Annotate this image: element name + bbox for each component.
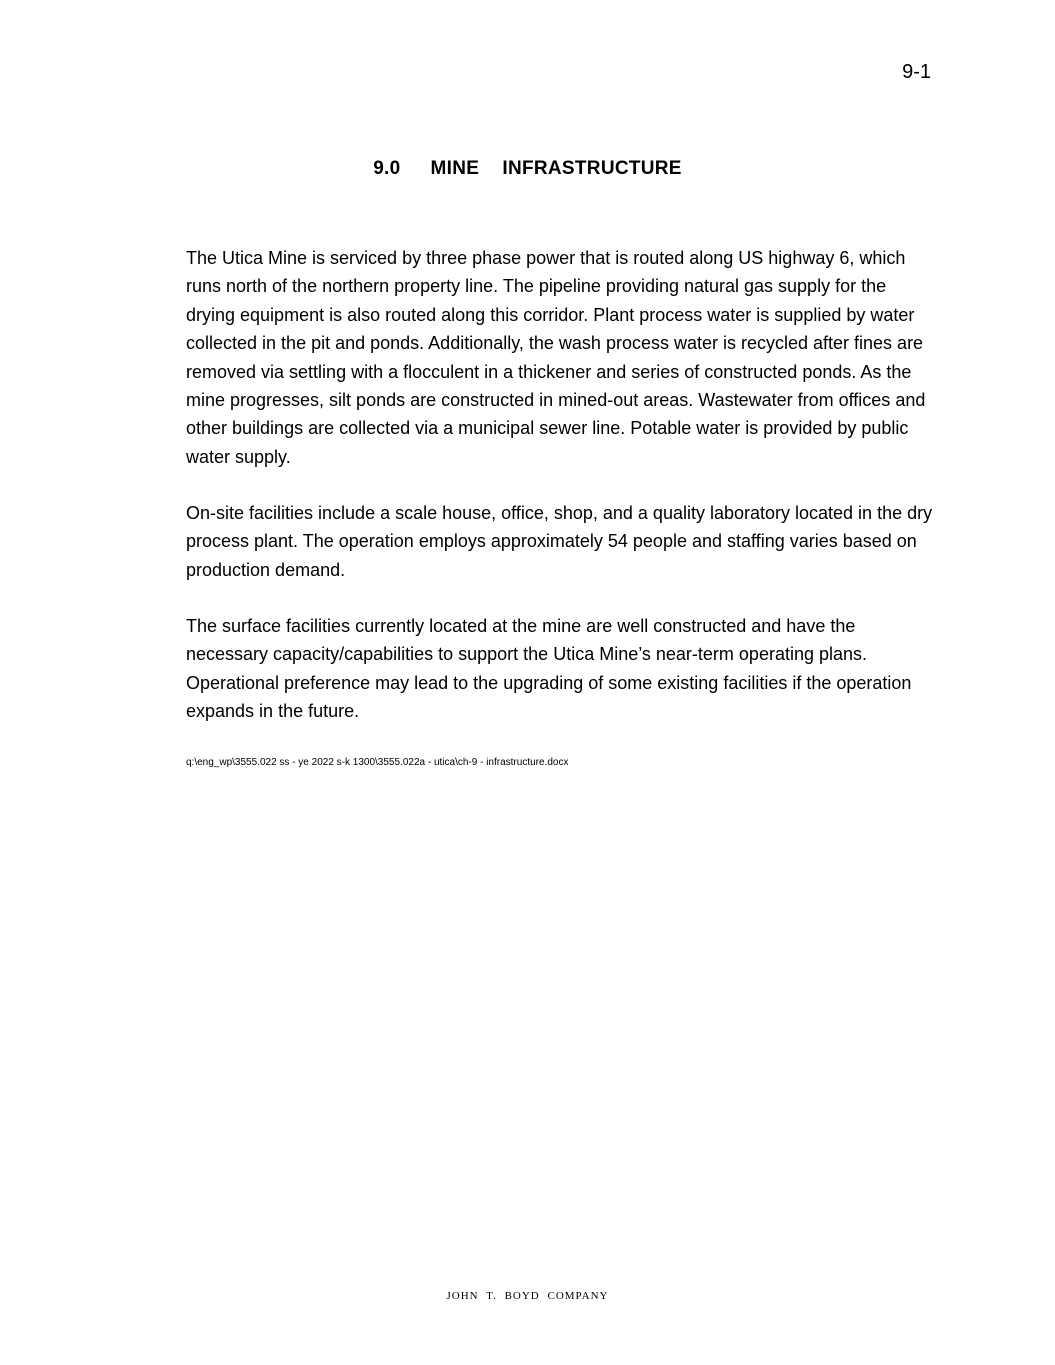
page-number: 9-1	[902, 61, 931, 83]
section-title: MINE INFRASTRUCTURE	[430, 158, 682, 179]
company-footer: JOHN T. BOYD COMPANY	[446, 1290, 609, 1302]
section-number: 9.0	[373, 158, 401, 179]
paragraph-surface-facilities: The surface facilities currently located at the mine are well constructed and have the necessary capacity/capabilities to support the Utica Mine’s near-term operating plans. Operational preference may lead to the upgrading of some existing facilities if the operation expands in the future.	[186, 616, 912, 722]
section-heading	[0, 157, 1055, 181]
paragraph-onsite-facilities: On-site facilities include a scale house, office, shop, and a quality laboratory located in the dry process plant. The operation employs approximately 54 people and staffing varies based on production demand.	[186, 503, 933, 580]
paragraph-infrastructure-utilities: The Utica Mine is serviced by three phase power that is routed along US highway 6, which runs north of the northern property line. The pipeline providing natural gas supply for the drying equipment is also routed along this corridor. Plant process water is supplied by water collected in the pit and ponds. Additionally, the wash process water is recycled after fines are removed via settling with a flocculent in a thickener and series of constructed ponds. As the mine progresses, silt ponds are constructed in mined-out areas. Wastewater from offices and other buildings are collected via a municipal sewer line. Potable water is provided by public water supply.	[186, 248, 926, 467]
file-path-note: q:\eng_wp\3555.022 ss - ye 2022 s-k 1300\3555.022a - utica\ch-9 - infrastructure.docx	[186, 757, 569, 768]
